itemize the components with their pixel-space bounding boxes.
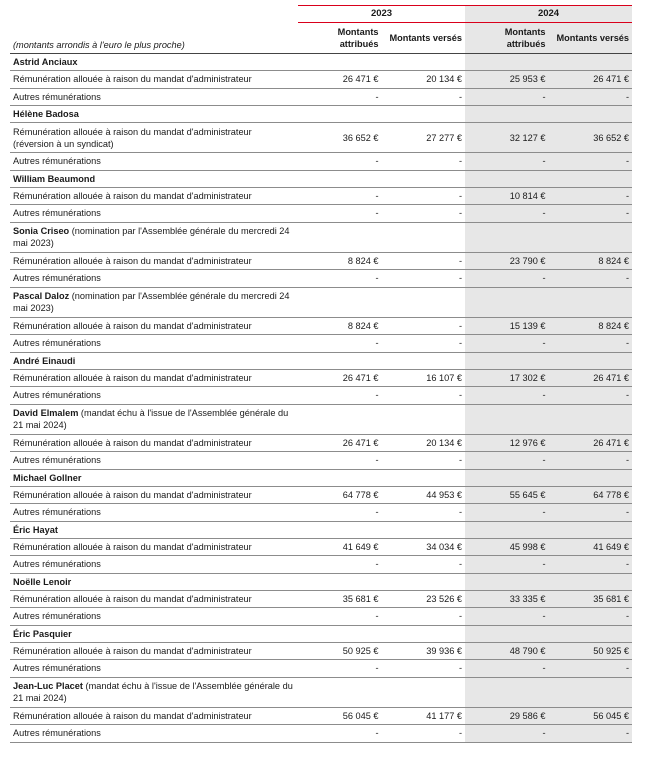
value-2023-verse: - <box>382 205 466 223</box>
value-2023-verse: - <box>382 317 466 335</box>
director-note: (mandat échu à l'issue de l'Assemblée générale du 21 mai 2024) <box>13 681 293 703</box>
table-row <box>10 252 632 270</box>
empty-cell <box>382 573 466 590</box>
value-2023-verse: 23 526 € <box>382 590 466 608</box>
table-row <box>10 187 632 205</box>
director-name-row <box>10 573 632 590</box>
value-2024-attribue: - <box>465 387 549 405</box>
table-row <box>10 556 632 574</box>
year-header-row <box>10 6 632 23</box>
director-name-row <box>10 54 632 71</box>
empty-cell <box>549 404 633 434</box>
value-2024-verse: - <box>549 387 633 405</box>
table-row <box>10 205 632 223</box>
value-2024-attribue: 10 814 € <box>465 187 549 205</box>
director-name: Éric Hayat <box>13 524 58 535</box>
value-2024-verse: - <box>549 556 633 574</box>
director-name: Michael Gollner <box>13 472 82 483</box>
value-2024-attribue: - <box>465 88 549 106</box>
value-2023-verse: - <box>382 387 466 405</box>
value-2024-attribue: 12 976 € <box>465 434 549 452</box>
value-2024-verse: - <box>549 270 633 288</box>
table-row <box>10 504 632 522</box>
director-name-cell <box>10 170 298 187</box>
value-2023-attribue: - <box>298 88 382 106</box>
value-2023-verse: - <box>382 335 466 353</box>
row-label: Autres rémunérations <box>10 608 298 626</box>
value-2023-attribue: - <box>298 504 382 522</box>
empty-cell <box>382 287 466 317</box>
table-row <box>10 270 632 288</box>
director-name-cell <box>10 404 298 434</box>
empty-cell <box>298 54 382 71</box>
value-2024-attribue: - <box>465 153 549 171</box>
empty-cell <box>382 170 466 187</box>
value-2023-attribue: 36 652 € <box>298 123 382 153</box>
value-2023-verse: - <box>382 187 466 205</box>
units-note: (montants arrondis à l'euro le plus proche) <box>10 23 298 54</box>
director-name: Hélène Badosa <box>13 109 79 119</box>
empty-cell <box>549 573 633 590</box>
row-label: Autres rémunérations <box>10 387 298 405</box>
value-2024-verse: - <box>549 88 633 106</box>
value-2024-verse: - <box>549 205 633 223</box>
table-row <box>10 590 632 608</box>
director-name-cell <box>10 287 298 317</box>
empty-cell <box>298 106 382 123</box>
table-row <box>10 88 632 106</box>
table-row <box>10 642 632 660</box>
director-name: Astrid Anciaux <box>13 57 78 67</box>
empty-cell <box>298 469 382 486</box>
director-name: Noëlle Lenoir <box>13 576 72 587</box>
table-row <box>10 660 632 678</box>
value-2024-verse: 41 649 € <box>549 538 633 556</box>
empty-cell <box>382 625 466 642</box>
empty-cell <box>382 521 466 538</box>
row-label: Rémunération allouée à raison du mandat d'administrateur <box>10 252 298 270</box>
value-2023-verse: - <box>382 270 466 288</box>
header-blank-cell <box>10 6 298 23</box>
empty-cell <box>465 573 549 590</box>
empty-cell <box>465 404 549 434</box>
value-2023-attribue: 26 471 € <box>298 369 382 387</box>
value-2023-verse: 41 177 € <box>382 707 466 725</box>
row-label: Autres rémunérations <box>10 153 298 171</box>
value-2023-attribue: - <box>298 556 382 574</box>
value-2024-verse: - <box>549 504 633 522</box>
remuneration-table <box>10 5 632 743</box>
row-label: Rémunération allouée à raison du mandat d'administrateur <box>10 538 298 556</box>
table-body <box>10 54 632 743</box>
director-name: André Einaudi <box>13 355 76 366</box>
director-name: Éric Pasquier <box>13 628 72 639</box>
row-label: Autres rémunérations <box>10 556 298 574</box>
col-2023-verses: Montants versés <box>382 23 466 54</box>
row-label: Autres rémunérations <box>10 270 298 288</box>
empty-cell <box>549 54 633 71</box>
value-2023-attribue: - <box>298 660 382 678</box>
table-row <box>10 486 632 504</box>
value-2023-attribue: 8 824 € <box>298 252 382 270</box>
value-2024-attribue: - <box>465 660 549 678</box>
director-name-cell <box>10 573 298 590</box>
director-name-cell <box>10 625 298 642</box>
value-2024-attribue: - <box>465 205 549 223</box>
empty-cell <box>549 170 633 187</box>
empty-cell <box>465 222 549 252</box>
director-name-cell <box>10 469 298 486</box>
value-2023-attribue: - <box>298 270 382 288</box>
value-2024-verse: 64 778 € <box>549 486 633 504</box>
value-2024-attribue: - <box>465 504 549 522</box>
value-2023-verse: - <box>382 608 466 626</box>
empty-cell <box>465 469 549 486</box>
table-row <box>10 452 632 470</box>
value-2023-attribue: - <box>298 387 382 405</box>
empty-cell <box>465 106 549 123</box>
empty-cell <box>465 54 549 71</box>
director-name-row <box>10 469 632 486</box>
value-2023-attribue: 26 471 € <box>298 71 382 89</box>
value-2023-verse: 20 134 € <box>382 71 466 89</box>
value-2024-attribue: - <box>465 556 549 574</box>
value-2023-attribue: 41 649 € <box>298 538 382 556</box>
value-2024-verse: - <box>549 725 633 743</box>
empty-cell <box>298 352 382 369</box>
director-name-row <box>10 287 632 317</box>
empty-cell <box>465 287 549 317</box>
value-2024-verse: - <box>549 335 633 353</box>
director-name-row <box>10 106 632 123</box>
year-2024-header: 2024 <box>465 6 632 23</box>
director-name-cell <box>10 521 298 538</box>
empty-cell <box>465 625 549 642</box>
table-row <box>10 434 632 452</box>
table-row <box>10 153 632 171</box>
table-row <box>10 707 632 725</box>
value-2024-attribue: 23 790 € <box>465 252 549 270</box>
value-2023-attribue: - <box>298 335 382 353</box>
director-name-row <box>10 222 632 252</box>
value-2023-attribue: 8 824 € <box>298 317 382 335</box>
row-label: Rémunération allouée à raison du mandat d'administrateur <box>10 71 298 89</box>
row-label: Autres rémunérations <box>10 725 298 743</box>
value-2023-attribue: - <box>298 452 382 470</box>
value-2024-verse: - <box>549 187 633 205</box>
director-name: David Elmalem <box>13 408 79 418</box>
director-name-cell <box>10 106 298 123</box>
empty-cell <box>382 54 466 71</box>
value-2024-attribue: - <box>465 452 549 470</box>
row-label: Rémunération allouée à raison du mandat d'administrateur <box>10 187 298 205</box>
empty-cell <box>549 106 633 123</box>
value-2024-attribue: 29 586 € <box>465 707 549 725</box>
row-label: Rémunération allouée à raison du mandat d'administrateur (réversion à un syndicat) <box>10 123 298 153</box>
value-2024-verse: 50 925 € <box>549 642 633 660</box>
empty-cell <box>549 625 633 642</box>
empty-cell <box>549 521 633 538</box>
value-2024-attribue: 32 127 € <box>465 123 549 153</box>
value-2024-verse: 26 471 € <box>549 434 633 452</box>
value-2024-verse: 36 652 € <box>549 123 633 153</box>
value-2023-verse: - <box>382 556 466 574</box>
value-2024-verse: - <box>549 660 633 678</box>
value-2024-verse: 56 045 € <box>549 707 633 725</box>
row-label: Rémunération allouée à raison du mandat d'administrateur <box>10 369 298 387</box>
value-2024-attribue: - <box>465 335 549 353</box>
value-2023-verse: 39 936 € <box>382 642 466 660</box>
value-2023-attribue: 64 778 € <box>298 486 382 504</box>
empty-cell <box>298 170 382 187</box>
value-2023-verse: 16 107 € <box>382 369 466 387</box>
director-note: (nomination par l'Assemblée générale du mercredi 24 mai 2023) <box>13 291 290 313</box>
director-name-row <box>10 521 632 538</box>
value-2024-verse: 26 471 € <box>549 369 633 387</box>
value-2024-attribue: 33 335 € <box>465 590 549 608</box>
column-header-row <box>10 23 632 54</box>
director-name-cell <box>10 54 298 71</box>
value-2024-verse: - <box>549 153 633 171</box>
value-2024-attribue: 25 953 € <box>465 71 549 89</box>
value-2023-attribue: 26 471 € <box>298 434 382 452</box>
table-row <box>10 317 632 335</box>
empty-cell <box>549 352 633 369</box>
director-note: (mandat échu à l'issue de l'Assemblée générale du 21 mai 2024) <box>13 408 289 430</box>
empty-cell <box>465 677 549 707</box>
value-2024-attribue: - <box>465 270 549 288</box>
table-row <box>10 123 632 153</box>
empty-cell <box>549 287 633 317</box>
value-2024-verse: - <box>549 452 633 470</box>
row-label: Autres rémunérations <box>10 88 298 106</box>
value-2023-verse: - <box>382 252 466 270</box>
director-name-cell <box>10 677 298 707</box>
table-row <box>10 608 632 626</box>
row-label: Rémunération allouée à raison du mandat d'administrateur <box>10 434 298 452</box>
value-2024-attribue: 48 790 € <box>465 642 549 660</box>
director-name-cell <box>10 352 298 369</box>
value-2024-verse: - <box>549 608 633 626</box>
value-2024-verse: 35 681 € <box>549 590 633 608</box>
empty-cell <box>298 573 382 590</box>
table-row <box>10 335 632 353</box>
value-2023-verse: 20 134 € <box>382 434 466 452</box>
value-2023-verse: 34 034 € <box>382 538 466 556</box>
empty-cell <box>298 287 382 317</box>
table-row <box>10 369 632 387</box>
value-2024-attribue: 45 998 € <box>465 538 549 556</box>
row-label: Rémunération allouée à raison du mandat d'administrateur <box>10 486 298 504</box>
director-name-row <box>10 170 632 187</box>
empty-cell <box>382 404 466 434</box>
row-label: Rémunération allouée à raison du mandat d'administrateur <box>10 317 298 335</box>
row-label: Autres rémunérations <box>10 504 298 522</box>
year-2023-header: 2023 <box>298 6 465 23</box>
value-2023-verse: - <box>382 660 466 678</box>
col-2023-attribues: Montants attribués <box>298 23 382 54</box>
empty-cell <box>465 352 549 369</box>
director-name-row <box>10 352 632 369</box>
director-name-row <box>10 677 632 707</box>
value-2024-attribue: 15 139 € <box>465 317 549 335</box>
value-2024-verse: 8 824 € <box>549 252 633 270</box>
value-2023-attribue: 35 681 € <box>298 590 382 608</box>
director-name-cell <box>10 222 298 252</box>
row-label: Autres rémunérations <box>10 335 298 353</box>
empty-cell <box>465 170 549 187</box>
empty-cell <box>382 352 466 369</box>
empty-cell <box>298 625 382 642</box>
director-name: William Beaumond <box>13 173 96 184</box>
value-2023-attribue: 50 925 € <box>298 642 382 660</box>
col-2024-verses: Montants versés <box>549 23 633 54</box>
value-2023-attribue: 56 045 € <box>298 707 382 725</box>
director-name: Jean-Luc Placet <box>13 681 83 691</box>
row-label: Autres rémunérations <box>10 205 298 223</box>
row-label: Autres rémunérations <box>10 452 298 470</box>
empty-cell <box>549 677 633 707</box>
row-label: Autres rémunérations <box>10 660 298 678</box>
empty-cell <box>382 106 466 123</box>
director-name: Pascal Daloz <box>13 291 70 301</box>
value-2024-attribue: 55 645 € <box>465 486 549 504</box>
table-row <box>10 725 632 743</box>
director-name-row <box>10 404 632 434</box>
row-label: Rémunération allouée à raison du mandat d'administrateur <box>10 707 298 725</box>
value-2023-verse: - <box>382 725 466 743</box>
empty-cell <box>298 521 382 538</box>
value-2023-attribue: - <box>298 187 382 205</box>
director-name: Sonia Criseo <box>13 226 70 236</box>
table-row <box>10 538 632 556</box>
value-2023-verse: - <box>382 504 466 522</box>
value-2024-attribue: - <box>465 725 549 743</box>
value-2023-attribue: - <box>298 725 382 743</box>
empty-cell <box>298 677 382 707</box>
empty-cell <box>549 222 633 252</box>
value-2024-attribue: - <box>465 608 549 626</box>
value-2023-verse: - <box>382 88 466 106</box>
value-2023-verse: - <box>382 452 466 470</box>
row-label: Rémunération allouée à raison du mandat d'administrateur <box>10 590 298 608</box>
empty-cell <box>382 469 466 486</box>
table-row <box>10 387 632 405</box>
empty-cell <box>465 521 549 538</box>
value-2023-verse: 44 953 € <box>382 486 466 504</box>
col-2024-attribues: Montants attribués <box>465 23 549 54</box>
value-2024-verse: 26 471 € <box>549 71 633 89</box>
table-row <box>10 71 632 89</box>
empty-cell <box>382 222 466 252</box>
director-name-row <box>10 625 632 642</box>
value-2024-verse: 8 824 € <box>549 317 633 335</box>
value-2023-attribue: - <box>298 608 382 626</box>
value-2023-verse: - <box>382 153 466 171</box>
empty-cell <box>549 469 633 486</box>
value-2023-verse: 27 277 € <box>382 123 466 153</box>
value-2023-attribue: - <box>298 205 382 223</box>
empty-cell <box>298 222 382 252</box>
director-note: (nomination par l'Assemblée générale du mercredi 24 mai 2023) <box>13 226 290 248</box>
empty-cell <box>298 404 382 434</box>
empty-cell <box>382 677 466 707</box>
row-label: Rémunération allouée à raison du mandat d'administrateur <box>10 642 298 660</box>
value-2023-attribue: - <box>298 153 382 171</box>
value-2024-attribue: 17 302 € <box>465 369 549 387</box>
